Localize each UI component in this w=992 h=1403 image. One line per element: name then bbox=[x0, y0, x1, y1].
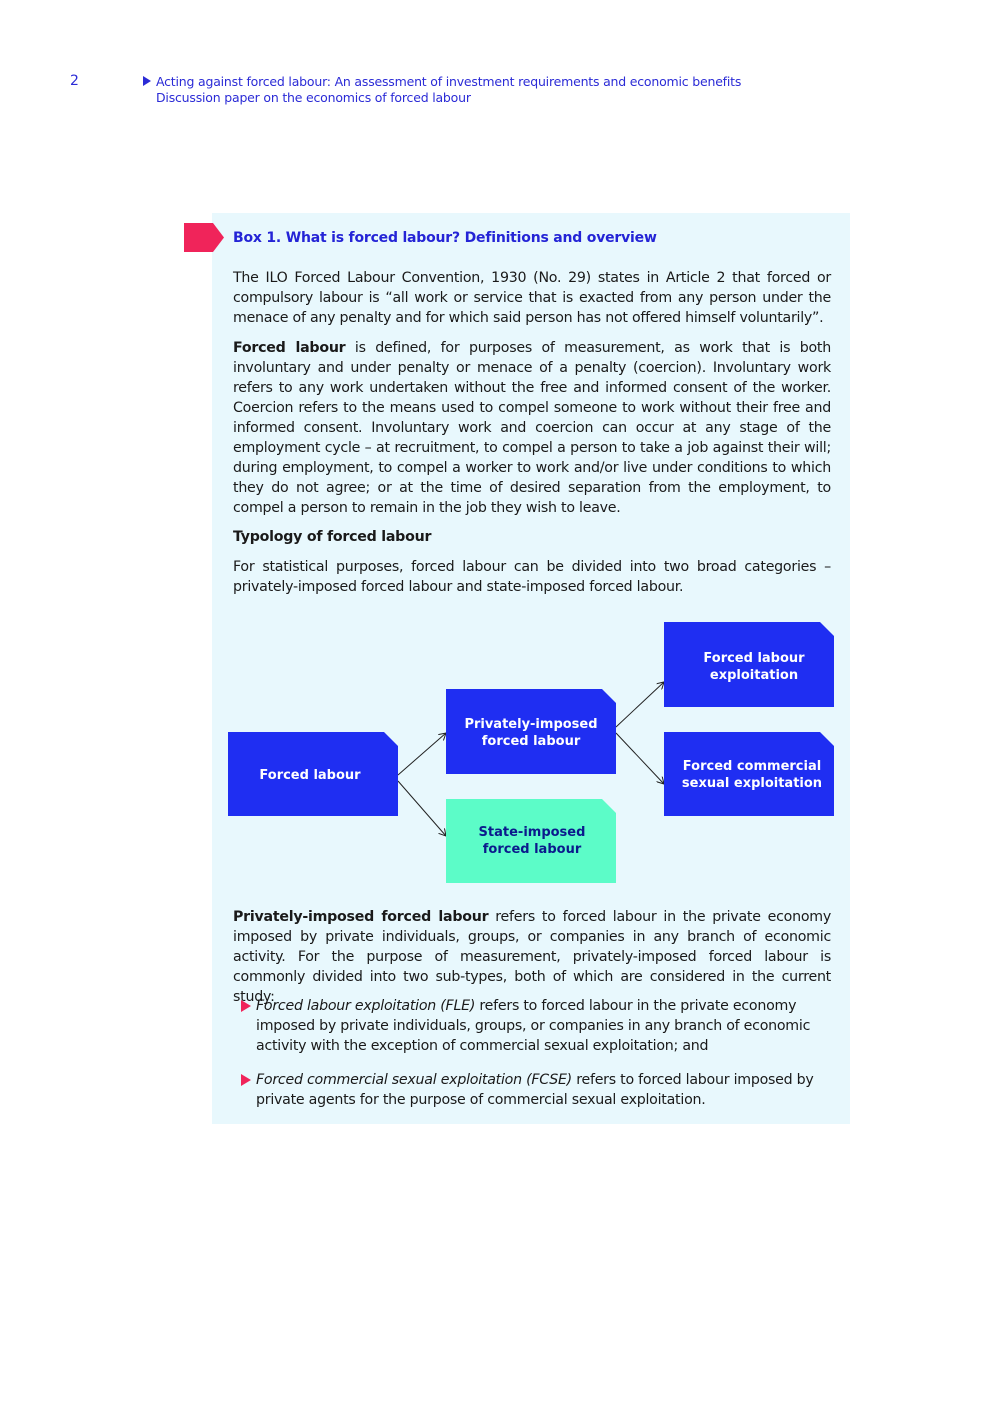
node-state-imposed-label-1: State-imposed bbox=[478, 825, 586, 840]
typology-diagram bbox=[212, 612, 850, 897]
node-fcse bbox=[664, 732, 834, 816]
node-forced-labour bbox=[228, 732, 398, 816]
box-tab-icon bbox=[184, 223, 224, 252]
definition-text: is defined, for purposes of measurement, as work that is both involuntary and under penalty or menace of a penalty (coercion). Involuntary work refers to any work undertaken without the free and informed consent of the worker. Coercion refers to the means used to compel someone to work without their free and informed consent. Involuntary work and coercion can occur at any stage of the employment cycle – at recruitment, to compel a person to take a job against their will; during employment, to compel a worker to work and/or live under conditions to which they do not agree; or at the time of desired separation from the employment, to compel a person to remain in the job they wish to leave. bbox=[233, 340, 831, 516]
connector-forced-to-private bbox=[398, 733, 446, 775]
node-fcse-label-1: Forced commercial bbox=[682, 759, 822, 774]
term-privately-imposed: Privately-imposed forced labour bbox=[233, 909, 489, 925]
node-fle bbox=[664, 622, 834, 707]
paragraph-privately-imposed bbox=[233, 907, 831, 1007]
node-state-imposed bbox=[446, 799, 616, 883]
bullet-fle-term: Forced labour exploitation (FLE) bbox=[256, 998, 476, 1014]
node-fle-label-2: exploitation bbox=[709, 668, 799, 683]
connector-private-to-fcse bbox=[616, 733, 664, 784]
node-privately-imposed bbox=[446, 689, 616, 774]
node-privately-imposed-label-2: forced labour bbox=[481, 734, 581, 749]
header-arrow-icon bbox=[143, 76, 151, 86]
paragraph-convention-text: The ILO Forced Labour Convention, 1930 (No. 29) states in Article 2 that forced or compulsory labour is “all work or service that is exacted from any person under the menace of any penalty and for which said person has not offered himself voluntarily”. bbox=[233, 270, 831, 326]
node-state-imposed-label-2: forced labour bbox=[482, 842, 582, 857]
page-number: 2 bbox=[70, 73, 79, 89]
bullet-fcse-text: refers to forced labour imposed by private agents for the purpose of commercial sexual exploitation. bbox=[256, 1072, 814, 1108]
box-title: Box 1. What is forced labour? Definitions and overview bbox=[233, 230, 657, 246]
paragraph-typology bbox=[233, 557, 831, 597]
term-forced-labour: Forced labour bbox=[233, 340, 346, 356]
paragraph-typology-text: For statistical purposes, forced labour can be divided into two broad categories – privately-imposed forced labour and state-imposed forced labour. bbox=[233, 559, 831, 595]
bullet-fcse-term: Forced commercial sexual exploitation (FCSE) bbox=[256, 1072, 572, 1088]
bullet-triangle-icon bbox=[241, 1000, 251, 1012]
connector-private-to-fle bbox=[616, 682, 664, 727]
bullet-triangle-icon bbox=[241, 1074, 251, 1086]
paragraph-forced-labour-definition bbox=[233, 338, 831, 518]
bullet-item-fle bbox=[241, 996, 821, 1056]
header-subtitle: Discussion paper on the economics of forced labour bbox=[156, 90, 471, 105]
bullet-fle-text: refers to forced labour in the private economy imposed by private individuals, groups, or companies in any branch of economic activity with the exception of commercial sexual exploitation; and bbox=[256, 998, 811, 1054]
node-forced-labour-label: Forced labour bbox=[259, 768, 361, 783]
node-privately-imposed-label-1: Privately-imposed bbox=[464, 717, 598, 732]
typology-heading: Typology of forced labour bbox=[233, 529, 432, 545]
connector-forced-to-state bbox=[398, 781, 446, 836]
privately-imposed-text: refers to forced labour in the private economy imposed by private individuals, groups, or companies in any branch of economic activity. For the purpose of measurement, privately-imposed forced labour is commonly divided into two sub-types, both of which are considered in the current study: bbox=[233, 909, 831, 1005]
paragraph-convention bbox=[233, 268, 831, 328]
node-fcse-label-2: sexual exploitation bbox=[681, 776, 823, 791]
header-title: Acting against forced labour: An assessment of investment requirements and economic benefits bbox=[156, 74, 742, 89]
node-fle-label-1: Forced labour bbox=[703, 651, 805, 666]
bullet-item-fcse bbox=[241, 1070, 821, 1110]
